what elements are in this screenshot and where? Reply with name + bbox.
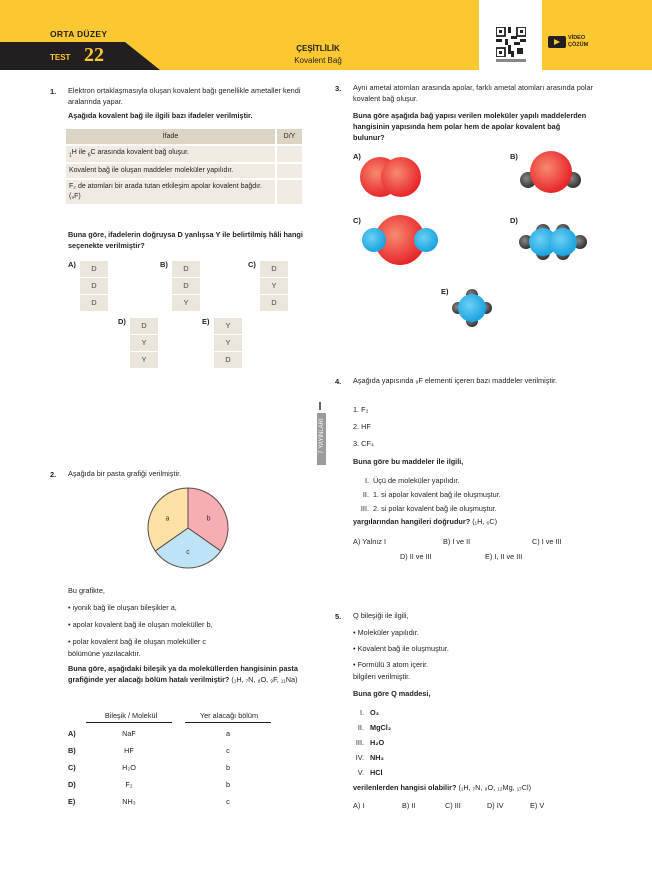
q4-item-3: 3. CF₄	[353, 439, 374, 448]
table-row	[66, 179, 302, 205]
q2-row-label[interactable]: B)	[68, 746, 76, 755]
qr-caption	[496, 59, 526, 62]
q4-statement-text: 2. si polar kovalent bağ ile oluşmuştur.	[373, 504, 497, 513]
q5-option-e[interactable]: E) V	[530, 801, 545, 810]
table-row	[66, 163, 302, 179]
q1-option-cell[interactable]: Y	[214, 318, 242, 334]
q1-option-cell[interactable]: D	[172, 261, 200, 277]
q1-option-cell[interactable]: Y	[214, 335, 242, 351]
q4-statement-num: III.	[360, 504, 369, 513]
q4-option-b[interactable]: B) I ve II	[443, 537, 471, 546]
q4-item-2: 2. HF	[353, 422, 371, 431]
q5-statement-text: HCl	[370, 768, 383, 777]
q1-option-cell[interactable]: D	[130, 318, 158, 334]
video-label-line1: VİDEO	[568, 35, 586, 41]
q3-number: 3.	[335, 84, 342, 93]
q2-question: Buna göre, aşağıdaki bileşik ya da moleküllerden hangisinin pasta grafiğinde yer alacağı bölüm hatalı verilmiştir? (₁H, ₇N, ₈O, ₉F, ₁₁Na)	[68, 664, 298, 684]
divider	[185, 722, 271, 723]
side-tab-label: 7 YAYINLARI	[319, 418, 325, 454]
q3-option-e-label[interactable]: E)	[441, 287, 449, 296]
molecule-no2-icon[interactable]	[360, 210, 440, 270]
q4-option-c[interactable]: C) I ve III	[532, 537, 562, 546]
q1-option-cell[interactable]: Y	[172, 295, 200, 311]
q5-statement-text: O₃	[370, 708, 380, 717]
col-header-section: Yer alacağı bölüm	[199, 711, 259, 720]
q4-statement-num: I.	[364, 476, 369, 485]
topic-title: ÇEŞİTLİLİK	[296, 44, 340, 53]
molecule-nh4-icon[interactable]	[450, 287, 495, 329]
q1-option-cell[interactable]: Y	[260, 278, 288, 294]
pie-label-c: c	[186, 549, 190, 557]
video-solution-label[interactable]	[568, 35, 588, 49]
q4-statement-num: II.	[362, 490, 369, 499]
q5-intro: Q bileşiği ile ilgili,	[353, 611, 409, 620]
q4-lead: Buna göre bu maddeler ile ilgili,	[353, 457, 464, 466]
col-header-compound: Bileşik / Molekül	[104, 711, 158, 720]
q5-option-c[interactable]: C) III	[445, 801, 461, 810]
q1-option-cell[interactable]: D	[80, 261, 108, 277]
q5-statement-num: III.	[355, 738, 364, 747]
q2-row-compound: HF	[124, 746, 134, 755]
statement-2: Kovalent bağ ile oluşan maddeler moleküler yapılıdır.	[66, 163, 276, 179]
q5-bullet-2: • Kovalent bağ ile oluşmuştur.	[353, 644, 449, 653]
side-divider	[319, 402, 321, 410]
q3-option-b-label[interactable]: B)	[510, 152, 518, 161]
q2-row-section: a	[225, 729, 231, 738]
q3-intro: Aynı ametal atomları arasında apolar, farklı ametal atomları arasında polar kovalent bağ oluşur.	[353, 83, 593, 103]
subtopic-title: Kovalent Bağ	[294, 56, 342, 65]
q1-option-cell[interactable]: Y	[130, 352, 158, 368]
q2-row-label[interactable]: C)	[68, 763, 76, 772]
q1-option-cell[interactable]: Y	[130, 335, 158, 351]
q5-statement-num: II.	[357, 723, 364, 732]
answer-cell[interactable]	[276, 163, 302, 179]
q1-option-label[interactable]: A)	[68, 260, 76, 269]
q1-lead: Aşağıda kovalent bağ ile ilgili bazı ifadeler verilmiştir.	[68, 111, 253, 120]
q2-row-section: c	[226, 797, 230, 806]
q1-option-cell[interactable]: D	[80, 278, 108, 294]
q2-row-label[interactable]: D)	[68, 780, 76, 789]
statement-3: F₂ de atomları bir arada tutan etkileşim apolar kovalent bağdır. (₉F)	[66, 179, 276, 205]
q1-option-cell[interactable]: D	[260, 261, 288, 277]
q5-statement-text: MgCl₂	[370, 723, 392, 732]
q2-row-compound: H₂O	[122, 763, 136, 772]
q3-option-d-label[interactable]: D)	[510, 216, 518, 225]
q3-option-c-label[interactable]: C)	[353, 216, 361, 225]
q1-intro: Elektron ortaklaşmasıyla oluşan kovalent bağı genellikle ametaller kendi aralarında yapar.	[68, 86, 301, 106]
answer-cell[interactable]	[276, 145, 302, 163]
q5-question: verilenlerden hangisi olabilir? (₁H, ₇N, ₈O, ₁₂Mg, ₁₇Cl)	[353, 783, 532, 792]
q2-row-compound: NH₃	[122, 797, 136, 806]
q4-question: yargılarından hangileri doğrudur? (₁H, ₆C)	[353, 517, 498, 526]
pie-label-b: b	[206, 515, 211, 523]
q5-option-d[interactable]: D) IV	[487, 801, 504, 810]
q1-option-label[interactable]: D)	[118, 317, 126, 326]
difficulty-level: ORTA DÜZEY	[50, 29, 108, 39]
q5-statement-num: I.	[359, 708, 364, 717]
q5-bullet-3: • Formülü 3 atom içerir.	[353, 660, 429, 669]
statement-1: $_1$H ile $_6$C arasında kovalent bağ oluşur.	[66, 145, 276, 163]
publisher-side-tab	[317, 413, 326, 465]
q2-number: 2.	[50, 470, 57, 479]
q1-option-cell[interactable]: D	[260, 295, 288, 311]
pie-chart	[138, 480, 238, 580]
q2-text-intro: Bu grafikte,	[68, 586, 105, 595]
q2-row-section: b	[225, 763, 231, 772]
q1-option-cell[interactable]: D	[80, 295, 108, 311]
q2-row-label[interactable]: A)	[68, 729, 76, 738]
q5-number: 5.	[335, 612, 342, 621]
q4-option-a[interactable]: A) Yalnız I	[353, 537, 386, 546]
q2-row-compound: F₂	[125, 780, 133, 789]
answer-cell[interactable]	[276, 179, 302, 205]
q5-statement-text: NH₃	[370, 753, 384, 762]
q1-number: 1.	[50, 87, 57, 96]
q5-option-b[interactable]: B) II	[402, 801, 416, 810]
qr-code-icon[interactable]	[496, 27, 526, 57]
video-label-line2: ÇÖZÜM	[568, 42, 589, 48]
q2-bullet-2: • apolar kovalent bağ ile oluşan moleküller b,	[68, 620, 213, 629]
q1-option-label[interactable]: C)	[248, 260, 256, 269]
q1-question: Buna göre, ifadelerin doğruysa D yanlışsa Y ile belirtilmiş hâli hangi seçenekte verilmiştir?	[68, 230, 303, 250]
q4-option-e[interactable]: E) I, II ve III	[485, 552, 523, 561]
table-row	[66, 145, 302, 163]
q2-bullet-1: • iyonik bağ ile oluşan bileşikler a,	[68, 603, 177, 612]
q2-row-section: c	[226, 746, 230, 755]
q2-row-label[interactable]: E)	[68, 797, 76, 806]
q4-intro: Aşağıda yapısında ₉F elementi içeren bazı maddeler verilmiştir.	[353, 376, 558, 385]
q4-number: 4.	[335, 377, 342, 386]
pie-label-a: a	[165, 515, 170, 523]
video-play-icon[interactable]	[548, 36, 566, 48]
q2-row-section: b	[225, 780, 231, 789]
q2-lead: Aşağıda bir pasta grafiği verilmiştir.	[68, 469, 182, 478]
q5-statement-text: H₂O	[370, 738, 385, 747]
q4-statement-text: 1. si apolar kovalent bağ ile oluşmuştur.	[373, 490, 501, 499]
q5-statement-num: V.	[357, 768, 364, 777]
q2-row-compound: NaF	[122, 729, 136, 738]
molecule-o2-icon[interactable]	[355, 146, 435, 206]
q3-option-a-label[interactable]: A)	[353, 152, 361, 161]
q4-statement-text: Üçü de moleküler yapılıdır.	[373, 476, 460, 485]
q4-item-1: 1. F₂	[353, 405, 369, 414]
q1-option-cell[interactable]: D	[214, 352, 242, 368]
q1-statement-table	[66, 129, 302, 206]
col-header-ifade: İfade	[66, 129, 276, 145]
q5-bullet-1: • Moleküler yapılıdır.	[353, 628, 419, 637]
molecule-h2o-icon[interactable]	[518, 146, 588, 201]
q2-bullet-3: • polar kovalent bağ ile oluşan moleküller c	[68, 637, 207, 646]
test-label: TEST	[50, 53, 71, 62]
q4-option-d[interactable]: D) II ve III	[400, 552, 432, 561]
q1-option-label[interactable]: E)	[202, 317, 210, 326]
test-number: 22	[84, 44, 104, 66]
molecule-n2h4-icon[interactable]	[518, 218, 598, 263]
q5-statement-num: IV.	[355, 753, 364, 762]
q5-lead: Buna göre Q maddesi,	[353, 689, 431, 698]
q5-option-a[interactable]: A) I	[353, 801, 365, 810]
q2-text-end: bölümüne yazılacaktır.	[68, 649, 141, 658]
q1-option-cell[interactable]: D	[172, 278, 200, 294]
col-header-dy: D/Y	[276, 129, 302, 145]
q5-text-end: bilgileri verilmiştir.	[353, 672, 411, 681]
q3-question: Buna göre aşağıda bağ yapısı verilen moleküler yapılı maddelerden hangisinin yapısında hem polar hem de apolar kovalent bağ bulunur?	[353, 111, 587, 142]
q1-option-label[interactable]: B)	[160, 260, 168, 269]
divider	[86, 722, 172, 723]
